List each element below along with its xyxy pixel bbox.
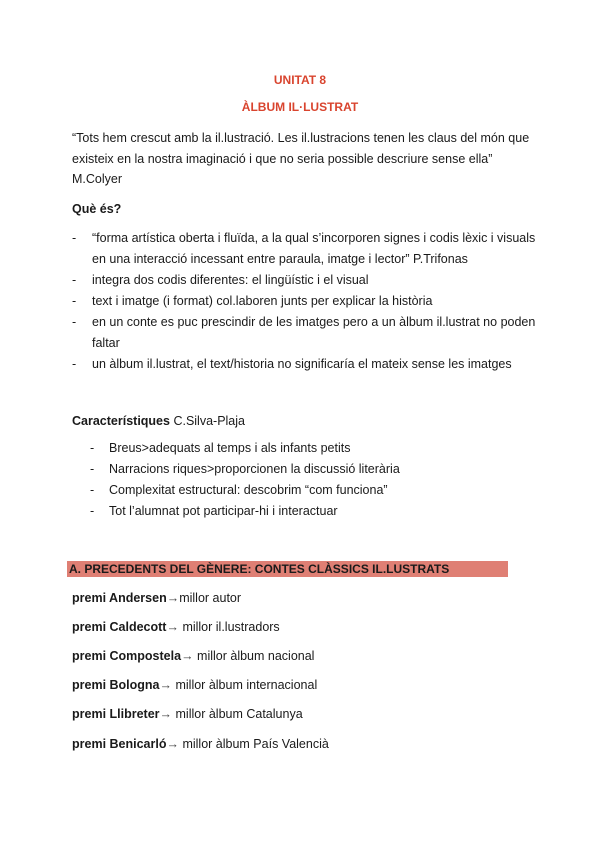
dash-bullet: -	[72, 315, 77, 329]
list-item	[72, 291, 552, 312]
list-item	[90, 501, 530, 522]
prize-name: premi Andersen	[72, 591, 167, 605]
arrow-right-icon: →	[181, 649, 194, 663]
list-item	[72, 312, 552, 354]
characteristics-heading-row	[72, 411, 542, 432]
dash-bullet: -	[72, 273, 77, 287]
dash-bullet: -	[90, 441, 95, 455]
dash-bullet: -	[90, 462, 95, 476]
prize-name: premi Llibreter	[72, 707, 160, 721]
prize-desc: millor àlbum internacional	[172, 678, 318, 692]
arrow-right-icon: →	[166, 620, 179, 634]
prize-desc: millor àlbum nacional	[193, 649, 315, 663]
prize-desc: millor il.lustradors	[178, 620, 280, 634]
section-a-heading: A. PRECEDENTS DEL GÈNERE: CONTES CLÀSSICS IL.LUSTRATS	[67, 561, 508, 577]
characteristics-heading: Característiques	[72, 414, 170, 428]
prize-item	[72, 590, 241, 606]
list-item-text: en una interacció incessant entre paraula, imatge i lector” P.Trifonas	[92, 252, 468, 266]
dash-bullet: -	[72, 294, 77, 308]
dash-bullet: -	[72, 357, 77, 371]
definition-list	[72, 228, 552, 375]
prize-desc: millor àlbum País Valencià	[178, 737, 329, 751]
list-item-text: Breus>adequats al temps i als infants petits	[109, 441, 351, 455]
list-item	[90, 480, 530, 501]
list-item	[90, 438, 530, 459]
list-item-text: en un conte es puc prescindir de les imatges pero a un àlbum il.lustrat no poden	[92, 315, 536, 329]
list-item-text: Complexitat estructural: descobrim “com funciona”	[109, 483, 388, 497]
quote-block	[72, 128, 542, 190]
dash-bullet: -	[90, 504, 95, 518]
prize-name: premi Bologna	[72, 678, 160, 692]
unit-title: UNITAT 8	[273, 73, 327, 87]
list-item-text: faltar	[92, 336, 120, 350]
list-item	[72, 270, 552, 291]
prize-item	[72, 677, 317, 693]
list-item	[90, 459, 530, 480]
prize-desc: millor àlbum Catalunya	[172, 707, 303, 721]
list-item-text: un àlbum il.lustrat, el text/historia no significaría el mateix sense les imatges	[92, 357, 512, 371]
list-item-text: Narracions riques>proporcionen la discussió literària	[109, 462, 400, 476]
dash-bullet: -	[72, 231, 77, 245]
list-item-text: integra dos codis diferentes: el lingüístic i el visual	[92, 273, 369, 287]
quote-line: “Tots hem crescut amb la il.lustració. Les il.lustracions tenen les claus del món que	[72, 131, 530, 145]
prize-name: premi Benicarló	[72, 737, 167, 751]
prize-item	[72, 736, 329, 752]
dash-bullet: -	[90, 483, 95, 497]
list-item	[72, 228, 552, 270]
arrow-right-icon: →	[166, 591, 180, 605]
topic-title: ÀLBUM IL·LUSTRAT	[241, 100, 359, 114]
prize-item	[72, 619, 280, 635]
characteristics-list	[90, 438, 530, 522]
arrow-right-icon: →	[166, 737, 179, 751]
arrow-right-icon: →	[159, 707, 173, 721]
definition-heading: Què és?	[72, 202, 122, 216]
list-item	[72, 354, 552, 375]
quote-line: existeix en la nostra imaginació i que no seria possible descriure sense ella”	[72, 151, 493, 166]
prize-name: premi Compostela	[72, 649, 182, 663]
list-item-text: “forma artística oberta i fluïda, a la qual s’incorporen signes i codis lèxic i visuals	[92, 231, 536, 245]
characteristics-author: C.Silva-Plaja	[169, 414, 245, 428]
prize-name: premi Caldecott	[72, 620, 167, 634]
prize-item	[72, 648, 314, 664]
quote-author: M.Colyer	[72, 172, 123, 186]
arrow-right-icon: →	[159, 678, 173, 692]
prize-desc: millor autor	[179, 591, 242, 605]
list-item-text: text i imatge (i format) col.laboren junts per explicar la història	[92, 294, 433, 308]
prize-item	[72, 706, 303, 722]
list-item-text: Tot l’alumnat pot participar-hi i interactuar	[109, 504, 338, 518]
